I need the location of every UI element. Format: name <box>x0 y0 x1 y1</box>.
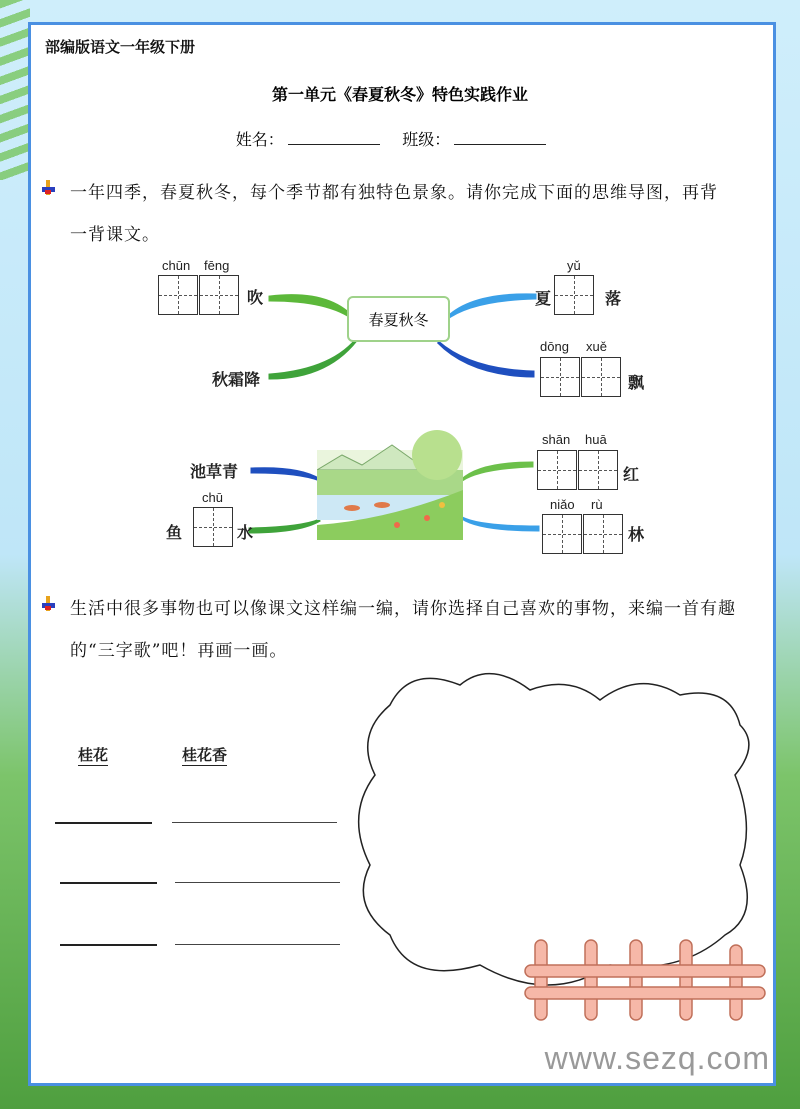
writing-grid[interactable] <box>540 357 580 397</box>
branch-4 <box>438 342 533 376</box>
word-blank-1[interactable] <box>55 822 152 824</box>
nature-scene-illustration <box>317 430 463 542</box>
writing-grid[interactable] <box>542 514 582 554</box>
pinyin: yǔ <box>567 258 581 273</box>
writing-grid[interactable] <box>554 275 594 315</box>
branch-3 <box>270 335 360 378</box>
pinyin: huā <box>585 432 607 447</box>
example-word: 桂花 <box>78 746 109 764</box>
writing-grid[interactable] <box>537 450 577 490</box>
pinyin: fēng <box>204 258 230 273</box>
question-1-line-1: 一年四季，春夏秋冬，每个季节都有独特色景象。请你完成下面的思维导图，再背 <box>70 183 718 203</box>
char: 落 <box>605 289 622 308</box>
char: 鱼 <box>166 523 183 542</box>
char: 飘 <box>628 373 645 392</box>
branch-1 <box>270 296 355 320</box>
phrase-blank-1[interactable] <box>172 822 337 823</box>
word-blank-3[interactable] <box>60 944 157 946</box>
pinyin: dōng <box>540 339 569 354</box>
writing-grid[interactable] <box>581 357 621 397</box>
question-1-line-2: 一背课文。 <box>70 225 160 245</box>
char: 夏 <box>535 289 552 308</box>
question-2-line-1: 生活中很多事物也可以像课文这样编一编，请你选择自己喜欢的事物，来编一首有趣 <box>70 599 736 619</box>
fence-illustration <box>520 935 770 1025</box>
writing-grid[interactable] <box>583 514 623 554</box>
header: 部编版语文一年级下册 <box>45 38 196 56</box>
branch-text: 池草青 <box>190 462 239 481</box>
char: 吹 <box>247 288 264 307</box>
mindmap-center: 春夏秋冬 <box>347 296 450 342</box>
class-label: 班级： <box>402 132 451 149</box>
char: 水 <box>237 523 254 542</box>
writing-grid[interactable] <box>158 275 198 315</box>
branch-7 <box>462 463 532 480</box>
pinyin: shān <box>542 432 571 447</box>
writing-grid[interactable] <box>193 507 233 547</box>
pinyin: chūn <box>162 258 191 273</box>
branch-6 <box>250 520 320 532</box>
char: 林 <box>628 525 645 544</box>
question-2-line-2: 的“三字歌”吧！再画一画。 <box>70 641 288 661</box>
writing-grid[interactable] <box>578 450 618 490</box>
pinyin: chū <box>202 490 223 505</box>
branch-5 <box>252 469 320 480</box>
bullet-icon <box>42 596 55 611</box>
char: 红 <box>623 465 640 484</box>
phrase-blank-3[interactable] <box>175 944 340 945</box>
branch-2 <box>445 295 535 320</box>
watermark: www.sezq.com <box>544 1040 770 1076</box>
phrase-blank-2[interactable] <box>175 882 340 883</box>
word-blank-2[interactable] <box>60 882 157 884</box>
page-title: 第一单元《春夏秋冬》特色实践作业 <box>271 85 528 104</box>
pinyin: xuě <box>586 339 607 354</box>
pinyin: rù <box>591 497 603 512</box>
branch-text: 秋霜降 <box>212 370 261 389</box>
writing-grid[interactable] <box>199 275 239 315</box>
name-label: 姓名： <box>235 132 284 149</box>
branch-8 <box>462 518 538 530</box>
pinyin: niǎo <box>550 497 575 512</box>
example-phrase: 桂花香 <box>182 746 228 764</box>
